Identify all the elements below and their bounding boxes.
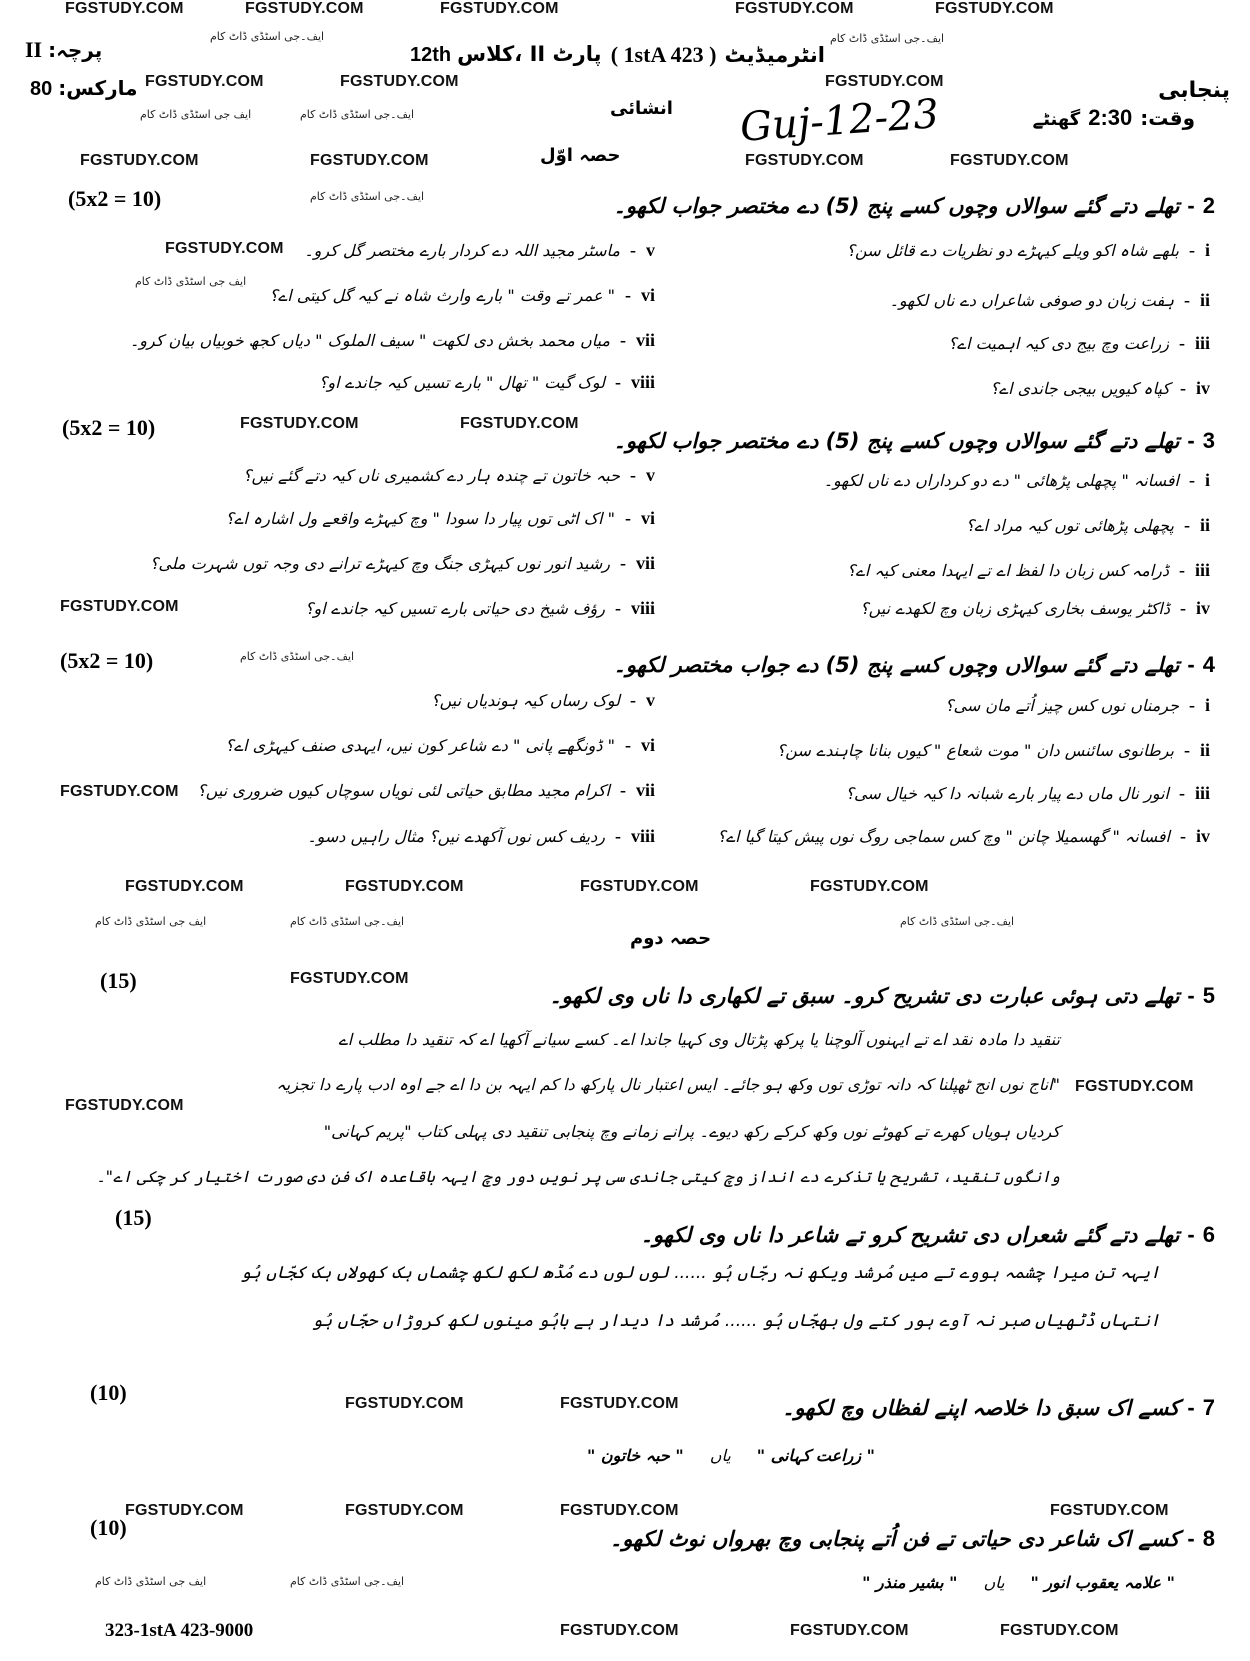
watermark-text: FGSTUDY.COM (745, 152, 864, 169)
watermark-urdu: ایف۔جی اسٹڈی ڈاٹ کام (300, 108, 415, 121)
paper-code: ( 1stA 423 ) (610, 42, 717, 67)
watermark-urdu: ایف۔جی اسٹڈی ڈاٹ کام (290, 1575, 405, 1588)
question-heading: 3 - تھلے دتے گئے سوالاں وچوں کسے پنج (5) دے مختصر جواب لکھو۔ (613, 428, 1215, 453)
paper-value: II (25, 37, 43, 62)
watermark-text: FGSTUDY.COM (560, 1622, 679, 1639)
subject-label: پنجابی (1158, 78, 1230, 103)
watermark-text: FGSTUDY.COM (145, 73, 264, 90)
watermark-urdu: ایف۔جی اسٹڈی ڈاٹ کام (830, 32, 945, 45)
watermark-text: FGSTUDY.COM (790, 1622, 909, 1639)
watermark-text: FGSTUDY.COM (460, 415, 579, 432)
watermark-text: FGSTUDY.COM (310, 152, 429, 169)
options (587, 1446, 875, 1465)
or-label: یاں (709, 1446, 731, 1465)
watermark-urdu: ایف۔جی اسٹڈی ڈاٹ کام (900, 915, 1015, 928)
watermark-urdu: ایف۔جی اسٹڈی ڈاٹ کام (290, 915, 405, 928)
question-marks: (5x2 = 10) (60, 648, 154, 673)
passage-line: وانگوں تنقید، تشریح یا تذکرے دے انداز وچ کیتی جاندی سی پر نویں دور وچ ایہہ باقاعدہ اک فن دی صورت اختیار کر چکی اے"۔ (96, 1167, 1060, 1186)
watermark-text: FGSTUDY.COM (735, 0, 854, 17)
watermark-urdu: ایف جی اسٹڈی ڈاٹ کام (95, 915, 207, 928)
question-heading: 8 - کسے اک شاعر دی حیاتی تے فن اُتے پنجابی وچ بھرواں نوٹ لکھو۔ (609, 1526, 1215, 1551)
marks-value: 80 (30, 78, 53, 100)
question-item: iv - افسانہ " گھسمیلا چانن " وچ کس سماجی روگ نوں پیش کیتا گیا اے؟ (717, 826, 1210, 846)
watermark-urdu: ایف جی اسٹڈی ڈاٹ کام (135, 275, 247, 288)
question-heading: 4 - تھلے دتے گئے سوالاں وچوں کسے پنج (5) دے جواب مختصر لکھو۔ (613, 652, 1215, 677)
watermark-text: FGSTUDY.COM (340, 73, 459, 90)
watermark-text: FGSTUDY.COM (65, 1097, 184, 1114)
watermark-text: FGSTUDY.COM (1075, 1078, 1194, 1095)
class-value: 12th (410, 44, 452, 66)
question-number: 2 (1202, 193, 1215, 218)
option: " زراعت کہانی " (756, 1446, 875, 1465)
question-marks: (5x2 = 10) (62, 415, 156, 440)
question-item: vii - رشید انور نوں کیہڑی جنگ وچ کیہڑے ترانے دی وجہ توں شہرت ملی؟ (149, 553, 655, 573)
paper-label: پرچہ: (48, 38, 103, 62)
watermark-text: FGSTUDY.COM (580, 878, 699, 895)
question-item: iv - ڈاکٹر یوسف بخاری کیہڑی زبان وچ لکھدے نیں؟ (860, 598, 1210, 618)
question-item: v - لوک رساں کیہ ہوندیاں نیں؟ (431, 690, 655, 710)
question-item: viii - لوک گیت " تھال " بارے تسیں کیہ جاندے او؟ (318, 372, 655, 392)
passage-line: تنقید دا مادہ نقد اے تے ایہنوں آلوچنا یا پرکھ پڑتال وی کہیا جاندا اے۔ کسے سیانے آکھیا اے کہ تنقید دا مطلب اے (338, 1030, 1060, 1049)
marks-label: مارکس: (58, 76, 138, 100)
question-heading: 5 - تھلے دتی ہوئی عبارت دی تشریح کرو۔ سبق تے لکھاری دا ناں وی لکھو۔ (549, 983, 1215, 1008)
watermark-text: FGSTUDY.COM (290, 970, 409, 987)
question-item: v - ماسٹر مجید اللہ دے کردار بارے مختصر گل کرو۔ (304, 240, 655, 260)
watermark-text: FGSTUDY.COM (60, 598, 179, 615)
passage-line: کردیاں ہویاں کھرے تے کھوٹے نوں وکھ کرکے رکھ دیوے۔ پرانے زمانے وچ پنجابی تنقید دی پہلی کتاب "پریم کہانی" (323, 1122, 1060, 1141)
question-item: ii - ہفت زبان دو صوفی شاعراں دے ناں لکھو۔ (889, 290, 1210, 310)
time-value: 2:30 (1088, 105, 1133, 130)
question-item: vii - اکرام مجید مطابق حیاتی لئی نویاں سوچاں کیوں ضروری نیں؟ (197, 780, 655, 800)
verse-line: انتہاں ڈٹھیاں صبر نہ آوے ہور کتے ول بھجّاں ہُو ...... مُرشد دا دیدار ہے باہُو مینوں لکھ کروڑاں حجّاں ہُو (312, 1311, 1160, 1331)
option: " علامہ یعقوب انور " (1030, 1573, 1175, 1592)
question-marks: (5x2 = 10) (68, 186, 162, 211)
watermark-text: FGSTUDY.COM (125, 878, 244, 895)
question-item: iii - زراعت وچ بیج دی کیہ اہمیت اے؟ (948, 333, 1210, 353)
passage-line: "اناج نوں انج ٹھپلنا کہ دانہ توڑی توں وکھ ہو جائے۔ ایس اعتبار نال پارکھ دا کم ایہہ بن دا اے جے اوہ ادب پارے دا تجزیہ (276, 1075, 1060, 1094)
question-item: vi - " اک اٹی توں پیار دا سودا " وچ کیہڑے واقعے ول اشارہ اے؟ (225, 508, 655, 528)
watermark-text: FGSTUDY.COM (935, 0, 1054, 17)
question-item: v - حبہ خاتون تے چندہ ہار دے کشمیری ناں کیہ دتے گئے نیں؟ (242, 465, 655, 485)
question-item: i - افسانہ " پچھلی پڑھائی " دے دو کرداراں دے ناں لکھو۔ (823, 470, 1210, 490)
watermark-text: FGSTUDY.COM (560, 1395, 679, 1412)
watermark-text: FGSTUDY.COM (560, 1502, 679, 1519)
time-unit: گھنٹے (1032, 109, 1081, 130)
watermark-text: FGSTUDY.COM (440, 0, 559, 17)
question-item: viii - ردیف کس نوں آکھدے نیں؟ مثال راہیں دسو۔ (307, 826, 655, 846)
question-item: i - بلھے شاہ اکو ویلے کیہڑے دو نظریات دے قائل سن؟ (846, 240, 1210, 260)
question-item: ii - پچھلی پڑھائی توں کیہ مراد اے؟ (965, 515, 1210, 535)
options (862, 1573, 1175, 1592)
question-heading: 2 - تھلے دتے گئے سوالاں وچوں کسے پنج (5) دے مختصر جواب لکھو۔ (613, 193, 1215, 218)
question-instruction: تھلے دتے گئے سوالاں وچوں کسے پنج (5) دے مختصر جواب لکھو۔ (613, 194, 1180, 218)
watermark-text: FGSTUDY.COM (80, 152, 199, 169)
watermark-text: FGSTUDY.COM (950, 152, 1069, 169)
level-label: انٹرمیڈیٹ (724, 43, 825, 67)
section-2-title: حصہ دوم (630, 928, 712, 949)
question-heading: 7 - کسے اک سبق دا خلاصہ اپنے لفظاں وچ لکھو۔ (782, 1395, 1215, 1420)
watermark-text: FGSTUDY.COM (165, 240, 284, 257)
watermark-text: FGSTUDY.COM (345, 1502, 464, 1519)
verse-line: ایہہ تن میرا چشمہ ہووے تے میں مُرشد ویکھ نہ رجّاں ہُو ...... لوں لوں دے مُڈھ لکھ لکھ چشماں ہک کھولاں ہک کجّاں ہُو (240, 1263, 1160, 1283)
paper-type: انشائی (610, 98, 673, 119)
question-marks: (15) (115, 1205, 152, 1230)
question-marks: (15) (100, 968, 137, 993)
question-marks: (10) (90, 1380, 127, 1405)
class-title (410, 42, 601, 67)
time-label: وقت: (1140, 106, 1195, 130)
watermark-text: FGSTUDY.COM (1000, 1622, 1119, 1639)
watermark-urdu: ایف جی اسٹڈی ڈاٹ کام (95, 1575, 207, 1588)
watermark-text: FGSTUDY.COM (65, 0, 184, 17)
watermark-urdu: ایف جی اسٹڈی ڈاٹ کام (140, 108, 252, 121)
question-item: viii - رؤف شیخ دی حیاتی بارے تسیں کیہ جاندے او؟ (305, 598, 655, 618)
question-item: iii - ڈرامہ کس زبان دا لفظ اے تے ایہدا معنی کیہ اے؟ (846, 560, 1210, 580)
paper-serial-code: 323-1stA 423-9000 (105, 1620, 254, 1641)
or-label: یاں (983, 1573, 1005, 1592)
question-item: iii - انور نال ماں دے پیار بارے شبانہ دا کیہ خیال سی؟ (845, 783, 1210, 803)
watermark-text: FGSTUDY.COM (810, 878, 929, 895)
question-item: vi - " ڈونگھے پانی " دے شاعر کون نیں، ایہدی صنف کیہڑی اے؟ (225, 735, 655, 755)
question-heading: 6 - تھلے دتے گئے شعراں دی تشریح کرو تے شاعر دا ناں وی لکھو۔ (640, 1222, 1215, 1247)
question-item: ii - برطانوی سائنس دان " موت شعاع " کیوں بنانا چاہندے سن؟ (776, 740, 1210, 760)
total-marks (30, 76, 138, 101)
option: " بشیر منذر " (862, 1573, 958, 1592)
question-item: vii - میاں محمد بخش دی لکھت " سیف الملوک " دیاں کجھ خوبیاں بیان کرو۔ (129, 330, 655, 350)
handwritten-date: Guj-12-23 (738, 91, 941, 151)
option: " حبہ خاتون " (587, 1446, 684, 1465)
watermark-urdu: ایف۔جی اسٹڈی ڈاٹ کام (210, 30, 325, 43)
watermark-text: FGSTUDY.COM (60, 783, 179, 800)
watermark-urdu: ایف۔جی اسٹڈی ڈاٹ کام (240, 650, 355, 663)
question-item: iv - کپاہ کیویں بیجی جاندی اے؟ (990, 378, 1210, 398)
watermark-text: FGSTUDY.COM (240, 415, 359, 432)
question-item: i - جرمناں نوں کس چیز اُتے مان سی؟ (944, 695, 1210, 715)
section-1-title: حصہ اوّل (540, 145, 621, 166)
time-allowed (1033, 105, 1195, 131)
watermark-urdu: ایف۔جی اسٹڈی ڈاٹ کام (310, 190, 425, 203)
watermark-text: FGSTUDY.COM (345, 1395, 464, 1412)
exam-title (611, 42, 825, 68)
paper-number (25, 37, 102, 63)
watermark-text: FGSTUDY.COM (825, 73, 944, 90)
part-label: پارٹ II ،کلاس (457, 42, 602, 66)
question-item: vi - " عمر تے وقت " بارے وارث شاہ نے کیہ گل کیتی اے؟ (269, 285, 655, 305)
watermark-text: FGSTUDY.COM (245, 0, 364, 17)
watermark-text: FGSTUDY.COM (345, 878, 464, 895)
watermark-text: FGSTUDY.COM (125, 1502, 244, 1519)
question-marks: (10) (90, 1515, 127, 1540)
watermark-text: FGSTUDY.COM (1050, 1502, 1169, 1519)
